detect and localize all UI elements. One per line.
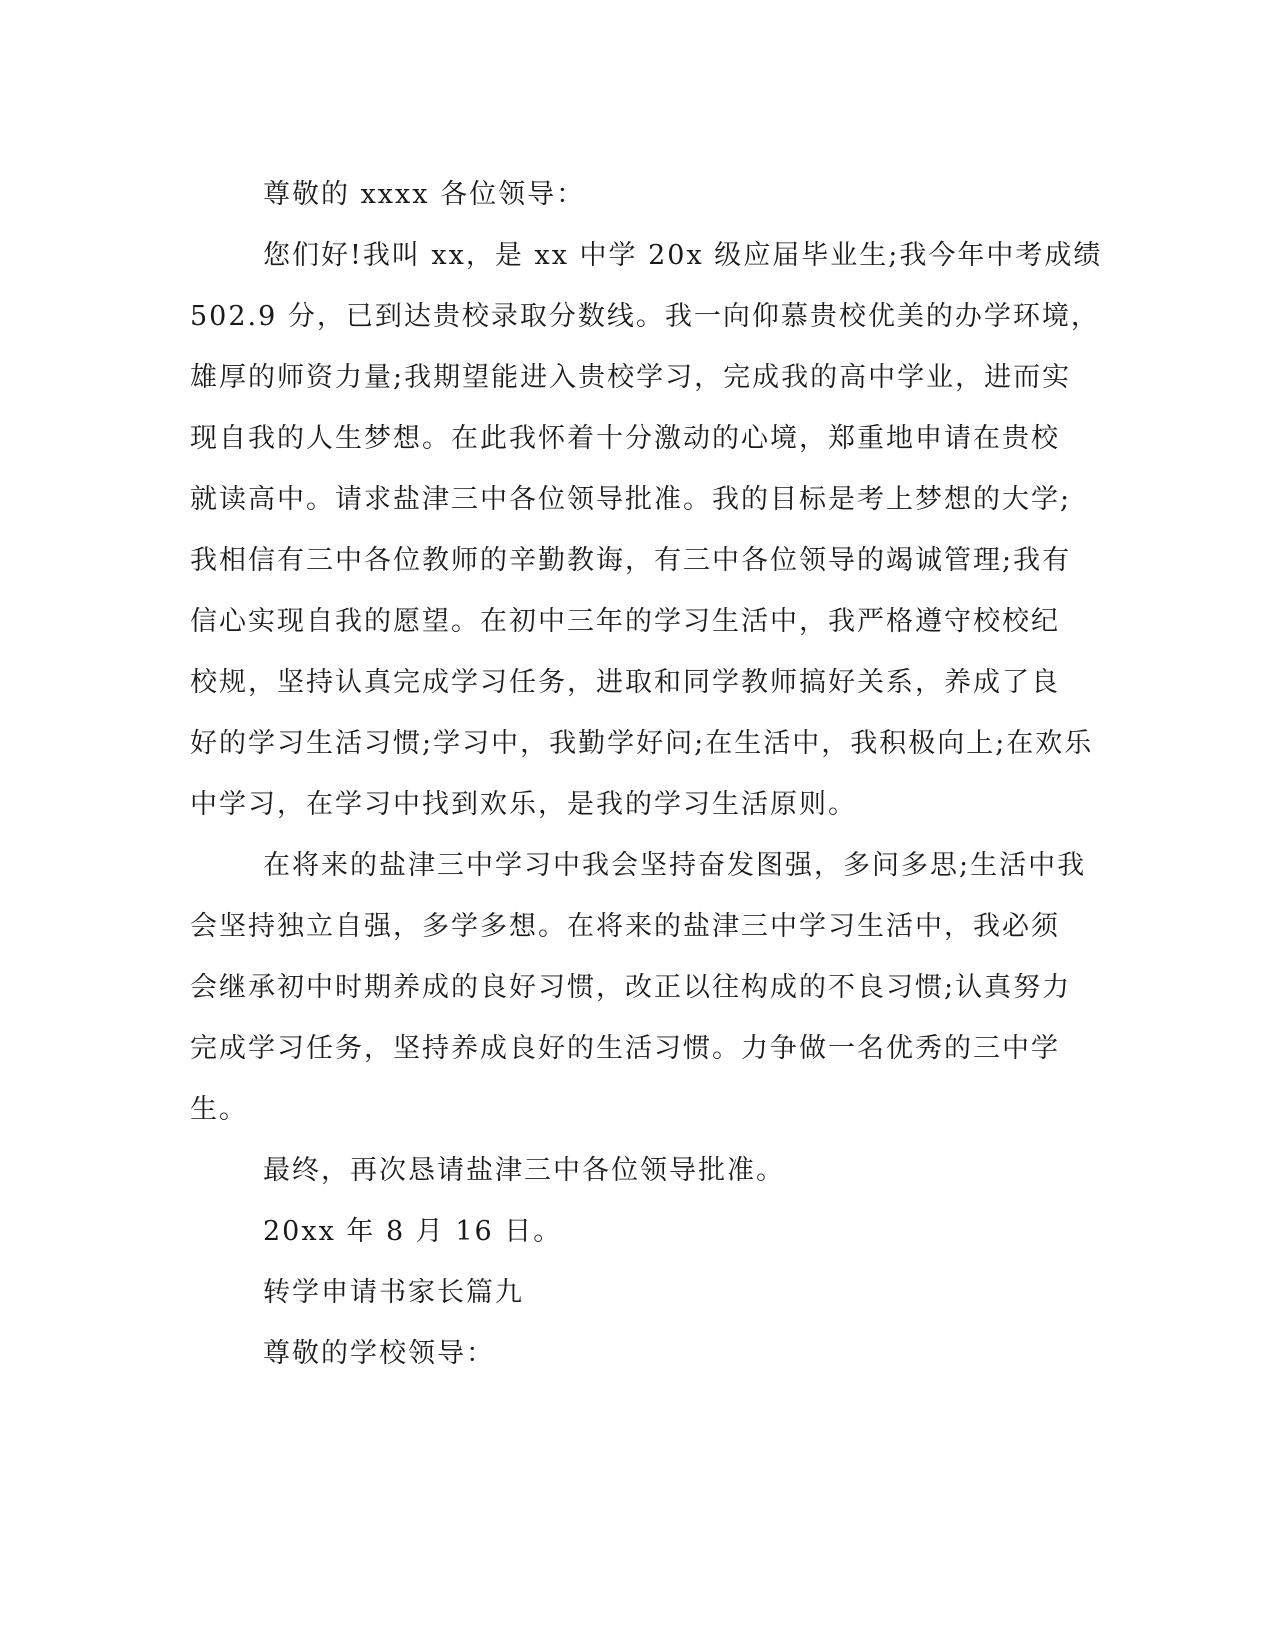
paragraph-2-line: 在将来的盐津三中学习中我会坚持奋发图强，多问多思;生活中我 bbox=[263, 850, 1087, 881]
paragraph-2-line: 完成学习任务，坚持养成良好的生活习惯。力争做一名优秀的三中学 bbox=[190, 1033, 1060, 1064]
closing bbox=[190, 1140, 1090, 1201]
paragraph-2-line: 会继承初中时期养成的良好习惯，改正以往构成的不良习惯;认真努力 bbox=[190, 972, 1072, 1003]
paragraph-1-line: 雄厚的师资力量;我期望能进入贵校学习，完成我的高中学业，进而实 bbox=[190, 362, 1072, 393]
paragraph-1-line: 好的学习生活习惯;学习中，我勤学好问;在生活中，我积极向上;在欢乐 bbox=[190, 728, 1094, 759]
paragraph-2 bbox=[190, 835, 1090, 1140]
document-body bbox=[190, 164, 1103, 1384]
salutation-1 bbox=[190, 164, 1090, 225]
paragraph-1-line: 您们好!我叫 xx，是 xx 中学 20x 级应届毕业生;我今年中考成绩 bbox=[263, 240, 1103, 271]
paragraph-1-line: 校规，坚持认真完成学习任务，进取和同学教师搞好关系，养成了良 bbox=[190, 667, 1060, 698]
paragraph-2-line: 会坚持独立自强，多学多想。在将来的盐津三中学习生活中，我必须 bbox=[190, 911, 1060, 942]
salutation-2 bbox=[190, 1323, 1090, 1384]
salutation-2-text: 尊敬的学校领导： bbox=[263, 1338, 495, 1369]
salutation-1-text: 尊敬的 xxxx 各位领导： bbox=[263, 179, 586, 210]
paragraph-1 bbox=[190, 225, 1103, 835]
paragraph-1-line: 信心实现自我的愿望。在初中三年的学习生活中，我严格遵守校校纪 bbox=[190, 606, 1060, 637]
section-title bbox=[190, 1262, 1090, 1323]
date bbox=[190, 1201, 1090, 1262]
paragraph-1-line: 中学习，在学习中找到欢乐，是我的学习生活原则。 bbox=[190, 789, 857, 820]
section-title-text: 转学申请书家长篇九 bbox=[263, 1277, 524, 1308]
paragraph-1-line: 现自我的人生梦想。在此我怀着十分激动的心境，郑重地申请在贵校 bbox=[190, 423, 1060, 454]
date-text: 20xx 年 8 月 16 日。 bbox=[263, 1216, 563, 1247]
paragraph-2-line: 生。 bbox=[190, 1094, 248, 1125]
paragraph-1-line: 502.9 分，已到达贵校录取分数线。我一向仰慕贵校优美的办学环境， bbox=[190, 301, 1100, 332]
closing-text: 最终，再次恳请盐津三中各位领导批准。 bbox=[263, 1155, 785, 1186]
paragraph-1-line: 就读高中。请求盐津三中各位领导批准。我的目标是考上梦想的大学; bbox=[190, 484, 1072, 515]
paragraph-1-line: 我相信有三中各位教师的辛勤教诲，有三中各位领导的竭诚管理;我有 bbox=[190, 545, 1072, 576]
